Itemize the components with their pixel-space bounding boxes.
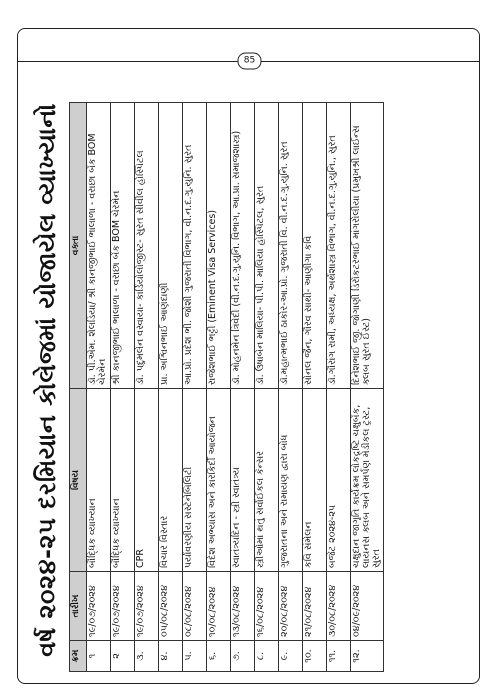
row-date: ૦૮/૦૮/૨૦૨૪ xyxy=(183,572,207,641)
row-num: ૯. xyxy=(279,641,303,672)
row-speaker: સોનલ જૈન, ગૌરવ સાથી- આણીગા કવિ xyxy=(303,103,327,389)
header-subject: વિષય xyxy=(70,389,87,572)
row-speaker: ડૉ. ઉષાબેન માલિયા- પી.પી. માલિયા હોસ્પિટલ, સુરત xyxy=(255,103,279,389)
rotated-page xyxy=(17,28,480,684)
row-subject: સ્ત્રીઓમાં થતું સર્વાઈકલ કેન્સર xyxy=(255,389,279,572)
table-row xyxy=(183,103,207,672)
table-row xyxy=(207,103,231,672)
header-date: તારીખ xyxy=(70,572,87,641)
lectures-table xyxy=(69,102,384,672)
row-subject: પર્યાવરણીય સસ્ટેનેબિલિટી xyxy=(183,389,207,572)
table-row xyxy=(327,103,351,672)
row-num: ૧૦. xyxy=(303,641,327,672)
page-number: 85 xyxy=(238,53,262,70)
page-title: વર્ષ ૨૦૨૪-૨૫ દરમિયાન કોલેજમાં યોજાયેલ વ્યાખ્યાનો xyxy=(33,103,61,657)
table-row xyxy=(159,103,183,672)
table-row xyxy=(87,103,111,672)
row-speaker: આ.પ્રો. પ્રદેશ ભી. જોશી ગુજરાતી વિભાગ, વી.ન.દ.ગુ.યુનિ. સુરત xyxy=(183,103,207,389)
row-subject: કવિ સંમેલન xyxy=(303,389,327,572)
row-num: ૧૨. xyxy=(351,641,384,672)
row-date: ૧૯/૦૭/૨૦૨૪ xyxy=(111,572,135,641)
table-row xyxy=(279,103,303,672)
row-speaker: દિનેશભાઈ જી. જોગાણી ડિરોકટરભાઈ માંગરોલીયા (પ્રમુખશ્રી લાઈન્સ ક્લબ સુરત ઈસ્ટ) xyxy=(351,103,384,389)
row-date: ૩૦/૦૮/૨૦૨૪ xyxy=(327,572,351,641)
row-speaker: ડૉ.મહાત્મભાઈ ઠાકોર-આ.પ્રો. ગુજરાતી વિ. વી.ન.દ.ગુ.યુનિ. સુરત xyxy=(279,103,303,389)
row-num: ૮. xyxy=(255,641,279,672)
header-num: ક્રમ xyxy=(70,641,87,672)
row-subject: વિચાર વિસ્તાર xyxy=(159,389,183,572)
row-speaker: પ્રા. અશ્વિનભાઈ આણંદાણી xyxy=(159,103,183,389)
row-num: ૩. xyxy=(135,641,159,672)
row-num: ૫. xyxy=(183,641,207,672)
row-num: ૬. xyxy=(207,641,231,672)
row-speaker: ડૉ. પી.એમ. શેલડિયા/ શ્રી કાનજીભાઈ ભાલાળા - વરાછા બેંક BOM ચેરમેન xyxy=(87,103,111,389)
row-subject: બૌદ્ધિક વ્યાખ્યાન xyxy=(87,389,111,572)
row-speaker: ડૉ. પદુમલેન વસ્વાયા- કાર્ડિયોલોજીસ્ટ- સુરત સીવીલ હોસ્પિટલ xyxy=(135,103,159,389)
row-speaker: શ્રી કાનજીભાઈ ભાલાળા - વરાછા બેંક BOM ચેરમેન xyxy=(111,103,135,389)
row-date: ૧૦/૦૮/૨૦૨૪ xyxy=(207,572,231,641)
table-row xyxy=(231,103,255,672)
table-row xyxy=(303,103,327,672)
row-subject: બજેટ ૨૦૨૪-૨૫ xyxy=(327,389,351,572)
table-row xyxy=(111,103,135,672)
row-date: ૧૬/૦૮/૨૦૨૪ xyxy=(255,572,279,641)
row-speaker: ડૉ. મોહનમેન ત્રિવેદી (વી.ન.દ.ગુ.યુનિ. વિભાગ, આ.પ્રા. સમાજશાસ્ત્ર) xyxy=(231,103,255,389)
row-subject: CPR xyxy=(135,389,159,572)
row-subject: ચક્ષુદાન જાગૃતિ કાર્યક્રમ લોકદ્રષ્ટિ ચક્ષુબેંક, લાયનસ ક્લબ અને સમર્પણ મેડીકલ ટ્રસ્ટ, સુરત xyxy=(351,389,384,572)
row-date: ૨૦/૦૮/૨૦૨૪ xyxy=(279,572,303,641)
row-subject: સ્વાતંત્ર્યદિન - સ્ત્રી સ્વાતંત્ર્ય xyxy=(231,389,255,572)
row-date: ૧૯/૦૭/૨૦૨૪ xyxy=(135,572,159,641)
row-num: ૧ xyxy=(87,641,111,672)
row-date: ૧૯/૦૭/૨૦૨૪ xyxy=(87,572,111,641)
row-subject: વિદેશ અભ્યાસ અને કારકિર્દી આયોજન xyxy=(207,389,231,572)
table-row xyxy=(135,103,159,672)
row-speaker: ડૉ.ગૌરાંગ રામી, અધ્યક્ષ, અર્થશાસ્ત્ર વિભાગ, વી.ન.દ.ગુ.યુનિ., સુરત xyxy=(327,103,351,389)
row-num: ૨ xyxy=(111,641,135,672)
row-num: ૪. xyxy=(159,641,183,672)
table-row xyxy=(351,103,384,672)
row-subject: બૌદ્ધિક વ્યાખ્યાન xyxy=(111,389,135,572)
row-speaker: રાજેશભાઈ ભટ્ટી (Eminent Visa Services) xyxy=(207,103,231,389)
row-date: ૨૧/૦૮/૨૦૨૪ xyxy=(303,572,327,641)
table-row xyxy=(255,103,279,672)
row-date: ૦૪/૦૯/૨૦૨૪ xyxy=(351,572,384,641)
row-date: ૧૩/૦૮/૨૦૨૪ xyxy=(231,572,255,641)
table-header-row xyxy=(70,103,87,672)
row-num: ૭. xyxy=(231,641,255,672)
header-speaker: વક્તા xyxy=(70,103,87,389)
row-subject: ગુજરાતના અને રામાયણ દ્વારા બોધ xyxy=(279,389,303,572)
row-num: ૧૧. xyxy=(327,641,351,672)
row-date: ૦૫/૦૮/૨૦૨૪ xyxy=(159,572,183,641)
